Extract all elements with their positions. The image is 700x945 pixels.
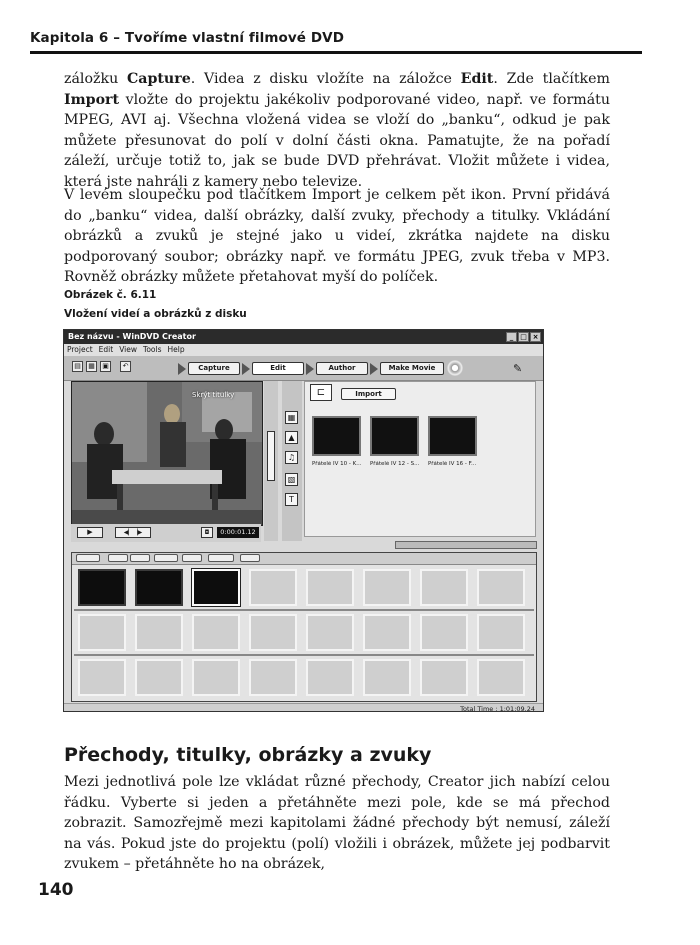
volume-slider[interactable] (267, 431, 275, 481)
bank-thumbnail[interactable] (370, 416, 419, 456)
menu-view[interactable]: View (119, 345, 138, 354)
storyboard-cell[interactable] (306, 569, 354, 606)
bank-thumbnail[interactable] (428, 416, 477, 456)
storyboard-cell[interactable] (192, 614, 240, 651)
figure-number: Obrázek č. 6.11 (64, 289, 157, 301)
save-project-icon[interactable]: ▣ (100, 361, 111, 372)
storyboard-toolbar (72, 553, 536, 565)
paragraph-1: záložku Capture. Videa z disku vložíte na záložce Edit. Zde tlačítkem Import vložte do projektu jakékoliv podporované video, např. ve formátu MPEG, AVI aj. Všechna vložená videa se vloží do „banku“, odkud je pak můžete přesunovat do polí v dolní části okna. Pamatujte, že na pořadí záleží, určuje totiž to, jak se bude DVD přehrávat. Vložit můžete i videa, která jste nahráli z kamery nebo televize. (64, 71, 610, 190)
storyboard-button[interactable] (76, 554, 100, 562)
close-button[interactable]: × (530, 332, 541, 342)
storyboard-cell[interactable] (477, 614, 525, 651)
storyboard-cell[interactable] (420, 659, 468, 696)
media-bank (304, 381, 536, 537)
bank-item-label: Přátelé IV 10 - K... (312, 461, 362, 467)
step-buttons[interactable]: ◀▏▕▶ (115, 527, 151, 538)
bank-item-label: Přátelé IV 12 - S... (370, 461, 420, 467)
storyboard-cell[interactable] (249, 614, 297, 651)
storyboard-cell[interactable] (363, 659, 411, 696)
storyboard-cell[interactable] (363, 569, 411, 606)
status-bar (64, 703, 543, 712)
bank-type-tools (282, 381, 302, 541)
video-icon[interactable]: ▦ (285, 411, 298, 424)
window-title: Bez názvu - WinDVD Creator (68, 332, 196, 341)
storyboard-cell[interactable] (192, 569, 240, 606)
page-number: 140 (38, 880, 74, 900)
tab-author[interactable]: Author (316, 362, 368, 375)
storyboard-cell[interactable] (78, 569, 126, 606)
page-header (30, 30, 642, 46)
row-separator (74, 609, 534, 611)
disc-icon (447, 360, 463, 376)
storyboard-cell[interactable] (135, 569, 183, 606)
arrow-icon (178, 363, 186, 375)
storyboard-cell[interactable] (249, 569, 297, 606)
arrow-icon (306, 363, 314, 375)
storyboard-cell[interactable] (363, 614, 411, 651)
storyboard-cell[interactable] (192, 659, 240, 696)
progress-bar (395, 541, 537, 549)
menubar (64, 344, 543, 356)
menu-edit[interactable]: Edit (98, 345, 114, 354)
storyboard-cell[interactable] (420, 614, 468, 651)
storyboard-cell[interactable] (420, 569, 468, 606)
storyboard-cell[interactable] (306, 659, 354, 696)
storyboard-button[interactable] (130, 554, 150, 562)
storyboard-cell[interactable] (135, 614, 183, 651)
folder-icon[interactable]: ⊏ (310, 384, 332, 401)
audio-icon[interactable]: ♫ (285, 451, 298, 464)
bank-thumbnail[interactable] (312, 416, 361, 456)
image-icon[interactable]: ▲ (285, 431, 298, 444)
row-separator (74, 654, 534, 656)
header-rule (30, 51, 642, 54)
storyboard-cell[interactable] (135, 659, 183, 696)
section-title: Přechody, titulky, obrázky a zvuky (64, 744, 432, 766)
tab-edit[interactable]: Edit (252, 362, 304, 375)
storyboard-button[interactable] (154, 554, 178, 562)
video-preview (71, 381, 263, 526)
title-icon[interactable]: T (285, 493, 298, 506)
storyboard-button[interactable] (208, 554, 234, 562)
main-toolbar (64, 356, 543, 381)
windvd-window (63, 329, 544, 712)
arrow-icon (242, 363, 250, 375)
storyboard-button[interactable] (182, 554, 202, 562)
storyboard-cell[interactable] (306, 614, 354, 651)
timecode-display: 0:00:01.12 (217, 527, 259, 538)
storyboard-button[interactable] (240, 554, 260, 562)
menu-help[interactable]: Help (167, 345, 185, 354)
figure-caption: Vložení videí a obrázků z disku (64, 308, 247, 320)
storyboard-cell[interactable] (249, 659, 297, 696)
chapter-title: Kapitola 6 – Tvoříme vlastní filmové DVD (30, 30, 345, 46)
new-project-icon[interactable]: ▤ (72, 361, 83, 372)
paragraph-2: V levém sloupečku pod tlačítkem Import je celkem pět ikon. První přidává do „banku“ videa, další obrázky, další zvuky, přechody a titulky. Vkládání obrázků a zvuků je stejné jako u videí, zkrátka najdete na disku podporovaný soubor; obrázky např. ve formátu JPEG, zvuk třeba v MP3. Rovněž obrázky můžete přetahovat myší do políček. (64, 187, 610, 286)
play-icon[interactable]: ▶ (77, 527, 103, 538)
storyboard (71, 552, 537, 702)
player-controls (71, 524, 261, 542)
video-overlay-text: Skrýt titulky (192, 391, 235, 399)
volume-strip (264, 381, 278, 541)
wand-icon[interactable]: ✎ (513, 362, 523, 375)
storyboard-cell[interactable] (78, 614, 126, 651)
paragraph-3: Mezi jednotlivá pole lze vkládat různé přechody, Creator jich nabízí celou řádku. Vyberte si jeden a přetáhněte mezi pole, kde se má přechod zobrazit. Samozřejmě mezi kapitolami žádné přechody být nemusí, záleží na vás. Pokud jste do projektu (polí) vložili i obrázek, můžete jej podbarvit zvukem – přetáhněte ho na obrázek, (64, 774, 610, 873)
storyboard-cell[interactable] (78, 659, 126, 696)
maximize-button[interactable]: □ (518, 332, 529, 342)
arrow-icon (370, 363, 378, 375)
bank-item-label: Přátelé IV 16 - F... (428, 461, 477, 467)
snapshot-icon[interactable]: ◘ (201, 527, 213, 538)
tab-make-movie[interactable]: Make Movie (380, 362, 444, 375)
storyboard-cell[interactable] (477, 659, 525, 696)
window-titlebar (64, 330, 543, 344)
total-time: Total Time : 1:01:09.24 (460, 705, 535, 712)
open-project-icon[interactable]: ▦ (86, 361, 97, 372)
transition-icon[interactable]: ▧ (285, 473, 298, 486)
storyboard-button[interactable] (108, 554, 128, 562)
storyboard-cell[interactable] (477, 569, 525, 606)
import-button[interactable]: Import (341, 388, 396, 400)
undo-icon[interactable]: ↶ (120, 361, 131, 372)
menu-tools[interactable]: Tools (143, 345, 162, 354)
tab-capture[interactable]: Capture (188, 362, 240, 375)
minimize-button[interactable]: _ (506, 332, 517, 342)
menu-project[interactable]: Project (67, 345, 93, 354)
